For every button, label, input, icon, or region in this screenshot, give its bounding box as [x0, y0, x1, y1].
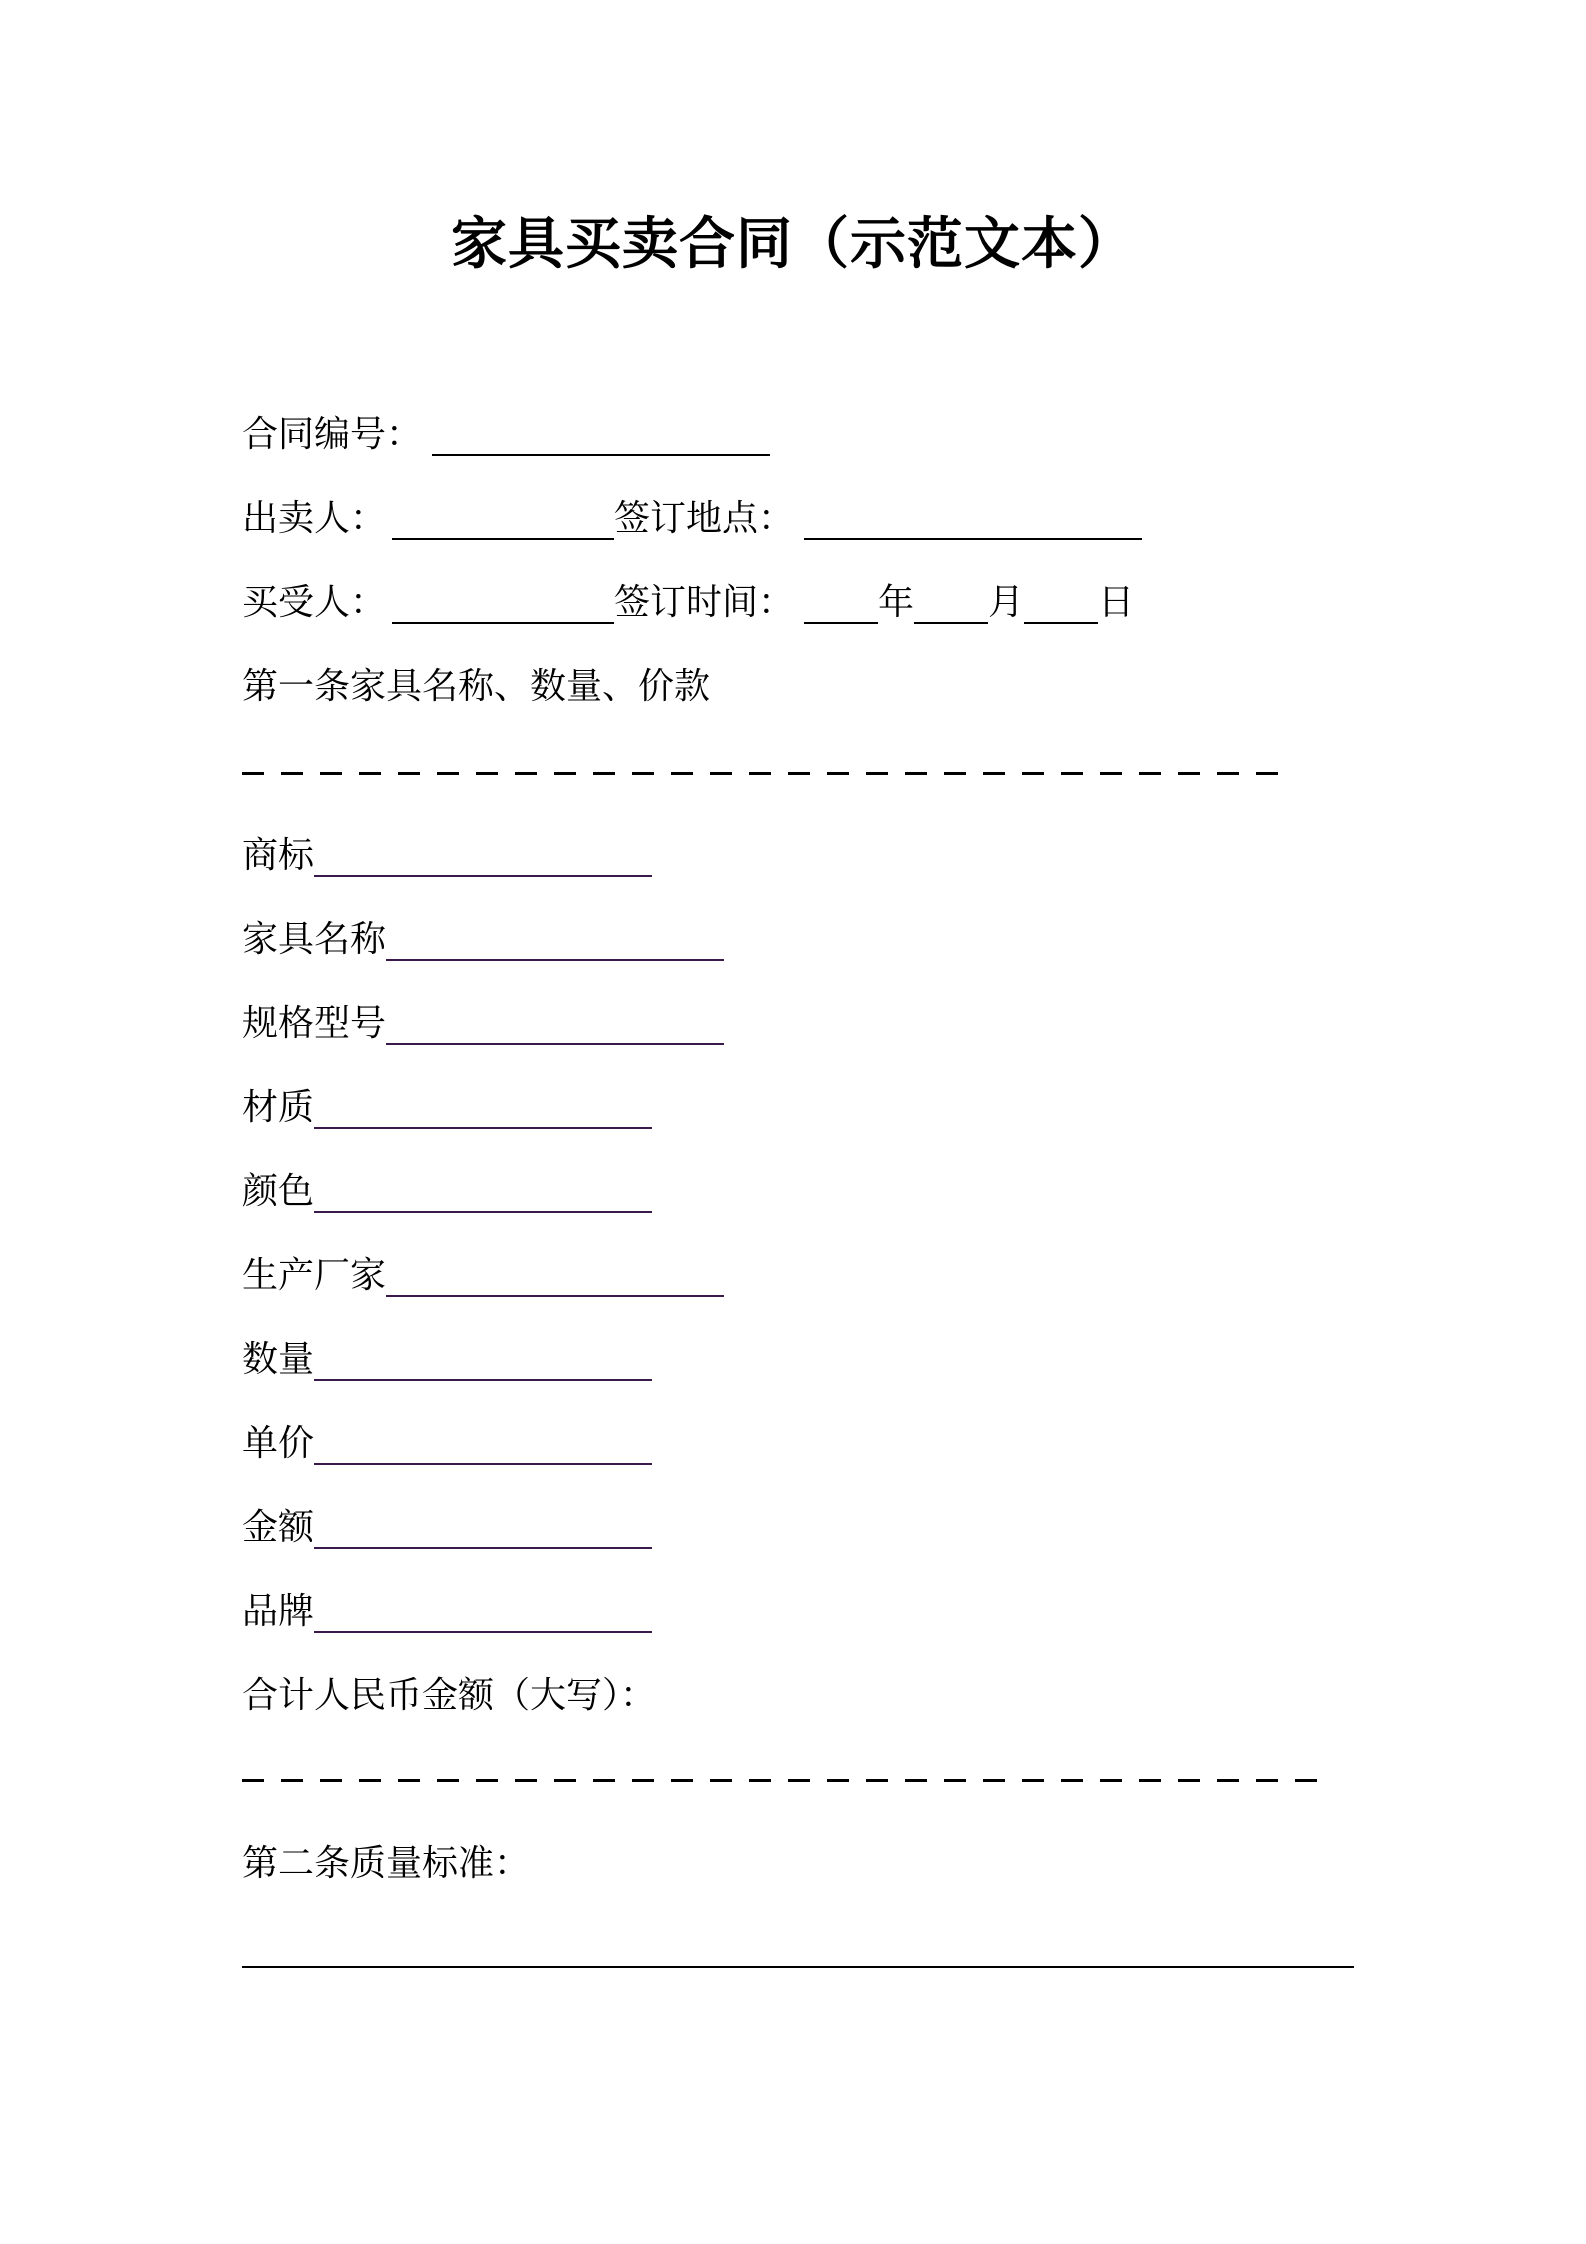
field-blank[interactable]: [314, 871, 652, 877]
dash-segment: [671, 1779, 693, 1782]
field-label: 家具名称: [242, 919, 387, 960]
dash-segment: [944, 772, 966, 775]
dash-segment: [632, 772, 654, 775]
dash-segment: [1256, 772, 1278, 775]
buyer-row: [242, 578, 1134, 628]
dash-segment: [983, 1779, 1005, 1782]
field-row-color: [242, 1167, 652, 1217]
field-label: 品牌: [242, 1591, 315, 1632]
seller-label: 出卖人：: [242, 498, 387, 539]
year-label: 年: [878, 582, 915, 623]
dash-segment: [788, 1779, 810, 1782]
buyer-blank[interactable]: [392, 618, 614, 624]
field-row-model: [242, 999, 724, 1049]
dash-segment: [320, 772, 342, 775]
dash-segment: [242, 772, 264, 775]
field-label: 颜色: [242, 1171, 315, 1212]
field-blank[interactable]: [386, 1291, 724, 1297]
field-row-unit-price: [242, 1419, 652, 1469]
month-label: 月: [988, 582, 1025, 623]
article-2-heading: 第二条质量标准：: [242, 1843, 531, 1884]
dash-segment: [905, 1779, 927, 1782]
field-row-manufacturer: [242, 1251, 724, 1301]
field-row-furniture-name: [242, 915, 724, 965]
contract-number-label: 合同编号：: [242, 414, 423, 455]
seller-blank[interactable]: [392, 534, 614, 540]
dash-segment: [1139, 772, 1161, 775]
dash-segment: [1061, 772, 1083, 775]
dash-segment: [749, 772, 771, 775]
dash-segment: [515, 1779, 537, 1782]
seller-row: [242, 494, 1142, 544]
dash-segment: [515, 772, 537, 775]
dash-segment: [632, 1779, 654, 1782]
dash-segment: [1100, 1779, 1122, 1782]
field-row-quantity: [242, 1335, 652, 1385]
field-label: 数量: [242, 1339, 315, 1380]
dash-segment: [1295, 1779, 1317, 1782]
sign-place-blank[interactable]: [804, 534, 1142, 540]
month-blank[interactable]: [914, 618, 988, 624]
buyer-label: 买受人：: [242, 582, 387, 623]
field-blank[interactable]: [386, 1039, 724, 1045]
dash-segment: [1100, 772, 1122, 775]
dash-separator-1: [242, 772, 1278, 776]
dash-segment: [437, 1779, 459, 1782]
dash-segment: [593, 772, 615, 775]
article-2-heading-row: [242, 1839, 530, 1889]
dash-segment: [749, 1779, 771, 1782]
dash-segment: [1061, 1779, 1083, 1782]
dash-segment: [1178, 1779, 1200, 1782]
quality-standard-blank[interactable]: [242, 1966, 1354, 1968]
dash-segment: [671, 772, 693, 775]
dash-segment: [359, 1779, 381, 1782]
dash-segment: [398, 772, 420, 775]
article-1-heading: 第一条家具名称、数量、价款: [242, 666, 711, 707]
field-label: 金额: [242, 1507, 315, 1548]
dash-segment: [1022, 1779, 1044, 1782]
dash-segment: [788, 772, 810, 775]
dash-segment: [710, 772, 732, 775]
field-label: 单价: [242, 1423, 315, 1464]
dash-segment: [1139, 1779, 1161, 1782]
field-label: 材质: [242, 1087, 315, 1128]
field-label: 生产厂家: [242, 1255, 387, 1296]
dash-segment: [242, 1779, 264, 1782]
dash-segment: [554, 772, 576, 775]
dash-segment: [437, 772, 459, 775]
day-label: 日: [1098, 582, 1135, 623]
field-blank[interactable]: [314, 1459, 652, 1465]
total-amount-label: 合计人民币金额（大写）：: [242, 1675, 657, 1716]
dash-segment: [359, 772, 381, 775]
total-amount-row: [242, 1671, 656, 1721]
dash-segment: [398, 1779, 420, 1782]
dash-segment: [1256, 1779, 1278, 1782]
article-1-heading-row: [242, 662, 710, 712]
field-row-amount: [242, 1503, 652, 1553]
dash-segment: [866, 1779, 888, 1782]
field-blank[interactable]: [314, 1123, 652, 1129]
field-blank[interactable]: [314, 1627, 652, 1633]
dash-segment: [905, 772, 927, 775]
field-row-brand: [242, 1587, 652, 1637]
dash-segment: [983, 772, 1005, 775]
dash-segment: [476, 1779, 498, 1782]
field-row-trademark: [242, 831, 652, 881]
field-label: 商标: [242, 835, 315, 876]
field-blank[interactable]: [314, 1543, 652, 1549]
dash-segment: [281, 772, 303, 775]
day-blank[interactable]: [1024, 618, 1098, 624]
dash-separator-2: [242, 1779, 1317, 1783]
dash-segment: [827, 1779, 849, 1782]
contract-number-row: [242, 410, 770, 460]
dash-segment: [281, 1779, 303, 1782]
dash-segment: [1178, 772, 1200, 775]
dash-segment: [944, 1779, 966, 1782]
contract-number-blank[interactable]: [432, 450, 770, 456]
dash-segment: [554, 1779, 576, 1782]
dash-segment: [476, 772, 498, 775]
sign-time-label: 签订时间：: [614, 582, 795, 623]
dash-segment: [1217, 1779, 1239, 1782]
field-blank[interactable]: [314, 1207, 652, 1213]
field-row-material: [242, 1083, 652, 1133]
dash-segment: [1022, 772, 1044, 775]
field-blank[interactable]: [386, 955, 724, 961]
year-blank[interactable]: [804, 618, 878, 624]
dash-segment: [710, 1779, 732, 1782]
dash-segment: [827, 772, 849, 775]
dash-segment: [593, 1779, 615, 1782]
dash-segment: [866, 772, 888, 775]
dash-segment: [1217, 772, 1239, 775]
document-title: 家具买卖合同（示范文本）: [451, 212, 1135, 277]
sign-place-label: 签订地点：: [614, 498, 795, 539]
field-label: 规格型号: [242, 1003, 387, 1044]
dash-segment: [320, 1779, 342, 1782]
field-blank[interactable]: [314, 1375, 652, 1381]
